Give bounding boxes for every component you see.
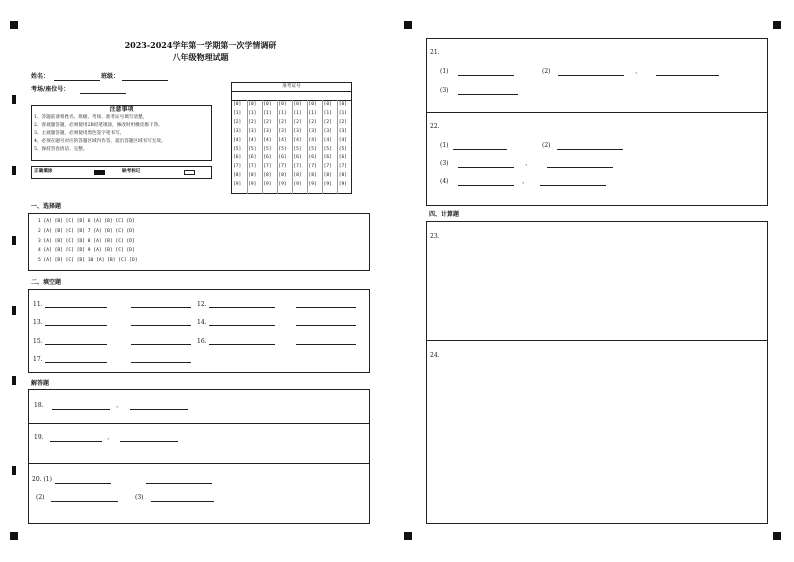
timing-bar — [12, 236, 16, 245]
timing-bar — [12, 166, 16, 175]
exam-id-bubble[interactable]: [9] — [293, 182, 302, 188]
corner-marker-bottom-mid — [404, 532, 412, 540]
exam-id-bubble[interactable]: [3] — [338, 128, 347, 134]
exam-id-bubble[interactable]: [3] — [293, 128, 302, 134]
q12-blank-2[interactable] — [296, 307, 356, 308]
missing-mark-box[interactable] — [184, 170, 195, 175]
question-20-label: 20. (1) — [32, 476, 52, 483]
exam-id-bubble[interactable]: [1] — [248, 110, 257, 116]
exam-id-bubble[interactable]: [3] — [323, 128, 332, 134]
exam-id-bubble[interactable]: [7] — [248, 164, 257, 170]
column-divider — [322, 100, 323, 194]
column-divider — [247, 100, 248, 194]
q20-blank-2[interactable] — [51, 501, 118, 502]
notice-title: 注意事项 — [109, 106, 134, 113]
column-divider — [262, 100, 263, 194]
exam-id-bubble[interactable]: [6] — [293, 155, 302, 161]
q21-blank-2[interactable] — [558, 75, 624, 76]
notice-item: 5、保持答卷清洁、完整。 — [34, 147, 88, 152]
exam-id-bubble[interactable]: [3] — [278, 128, 287, 134]
q18-blank-2[interactable] — [130, 409, 188, 410]
question-19-label: 19. — [34, 434, 44, 441]
exam-id-bubble[interactable]: [3] — [248, 128, 257, 134]
exam-id-bubble[interactable]: [9] — [338, 182, 347, 188]
exam-id-bubble[interactable]: [5] — [248, 146, 257, 152]
exam-id-bubble[interactable]: [8] — [293, 173, 302, 179]
exam-id-bubble[interactable]: [8] — [338, 173, 347, 179]
q18-blank-1[interactable] — [52, 409, 110, 410]
divider — [231, 91, 352, 92]
corner-marker-bottom-left — [10, 532, 18, 540]
exam-id-bubble[interactable]: [0] — [308, 102, 317, 107]
class-label: 班级： — [101, 73, 120, 80]
missing-mark-label: 缺考标记 — [122, 169, 141, 174]
column-divider — [277, 100, 278, 194]
exam-id-bubble[interactable]: [7] — [323, 164, 332, 170]
exam-id-bubble[interactable]: [8] — [323, 173, 332, 179]
exam-id-column — [309, 102, 323, 192]
question-17-label: 17. — [33, 356, 43, 363]
correct-fill-label: 正确填涂 — [34, 169, 53, 174]
exam-id-bubble[interactable]: [2] — [293, 119, 302, 125]
exam-id-bubble[interactable]: [0] — [278, 102, 287, 107]
divider — [426, 340, 768, 341]
exam-id-bubble[interactable]: [8] — [233, 173, 242, 179]
q20-part-2-label: (2) — [36, 494, 45, 501]
room-seat-label: 考场/座位号： — [31, 86, 70, 93]
exam-id-bubble[interactable]: [4] — [233, 137, 242, 143]
question-22-label: 22. — [430, 123, 440, 130]
question-18-label: 18. — [34, 402, 44, 409]
exam-id-bubble[interactable]: [9] — [248, 182, 257, 188]
separator: 、 — [522, 178, 529, 185]
column-divider — [292, 100, 293, 194]
question-11-label: 11. — [33, 301, 43, 308]
timing-bar — [12, 376, 16, 385]
page-title: 2023-2024学年第一学期第一次学情调研 — [124, 40, 277, 50]
q21-part-3-label: (3) — [440, 87, 449, 94]
exam-id-bubble[interactable]: [1] — [338, 110, 347, 116]
section1-title: 一、选择题 — [31, 203, 62, 210]
exam-id-bubble[interactable]: [9] — [278, 182, 287, 188]
section4-box — [426, 221, 768, 524]
choice-row[interactable]: 2 [A] [B] [C] [D] 7 [A] [B] [C] [D] — [38, 229, 135, 234]
q22-blank-2[interactable] — [557, 149, 623, 150]
exam-id-bubble[interactable]: [0] — [323, 102, 332, 107]
question-24-label: 24. — [430, 352, 440, 359]
exam-id-bubble[interactable]: [5] — [308, 146, 317, 152]
q22-blank-3[interactable] — [458, 167, 514, 168]
exam-id-bubble[interactable]: [1] — [263, 110, 272, 116]
notice-item: 4、必须在题号对应的答题区域内作答，超出答题区域书写无效。 — [34, 139, 166, 144]
exam-id-bubble[interactable]: [5] — [323, 146, 332, 152]
exam-id-bubble[interactable]: [8] — [248, 173, 257, 179]
q20-blank-1b[interactable] — [146, 483, 212, 484]
q13-blank-2[interactable] — [131, 325, 191, 326]
exam-id-bubble[interactable]: [4] — [293, 137, 302, 143]
exam-id-bubble[interactable]: [3] — [233, 128, 242, 134]
q21-blank-3[interactable] — [458, 94, 518, 95]
q20-blank-3[interactable] — [151, 501, 214, 502]
q19-blank-2[interactable] — [120, 441, 178, 442]
q15-blank-2[interactable] — [131, 344, 191, 345]
q17-blank-1[interactable] — [45, 362, 107, 363]
exam-id-bubble[interactable]: [8] — [308, 173, 317, 179]
q16-blank-1[interactable] — [209, 344, 275, 345]
exam-id-bubble[interactable]: [2] — [248, 119, 257, 125]
exam-id-bubble[interactable]: [2] — [263, 119, 272, 125]
q22-part-2-label: (2) — [542, 142, 551, 149]
exam-id-column — [339, 102, 353, 192]
question-16-label: 16. — [197, 338, 207, 345]
exam-id-bubble[interactable]: [7] — [308, 164, 317, 170]
exam-id-bubble[interactable]: [3] — [263, 128, 272, 134]
exam-id-bubble[interactable]: [2] — [323, 119, 332, 125]
exam-id-bubble[interactable]: [2] — [233, 119, 242, 125]
q20-blank-1[interactable] — [55, 483, 111, 484]
exam-id-bubble[interactable]: [8] — [278, 173, 287, 179]
exam-id-bubble[interactable]: [4] — [308, 137, 317, 143]
exam-id-bubble[interactable]: [0] — [233, 102, 242, 107]
exam-id-bubble[interactable]: [9] — [308, 182, 317, 188]
notice-item: 1、答题前请将姓名、班级、考场、准考证号填写清楚。 — [34, 115, 148, 120]
q12-blank-1[interactable] — [209, 307, 275, 308]
q21-q22-box — [426, 38, 768, 206]
choice-row[interactable]: 5 [A] [B] [C] [D] 10 [A] [B] [C] [D] — [38, 258, 138, 263]
exam-id-bubble[interactable]: [4] — [278, 137, 287, 143]
correct-fill-sample — [94, 170, 105, 175]
question-14-label: 14. — [197, 319, 207, 326]
timing-bar — [12, 306, 16, 315]
q16-blank-2[interactable] — [296, 344, 356, 345]
exam-id-bubble[interactable]: [5] — [263, 146, 272, 152]
exam-id-column — [263, 102, 277, 192]
q22-blank-4[interactable] — [458, 185, 514, 186]
exam-id-bubble[interactable]: [5] — [278, 146, 287, 152]
q22-blank-4b[interactable] — [540, 185, 606, 186]
notice-item: 2、客观题答题，必须使用2B铅笔填涂，修改时用橡皮擦干净。 — [34, 123, 163, 128]
q13-blank-1[interactable] — [45, 325, 107, 326]
timing-bar — [12, 466, 16, 475]
exam-id-bubble[interactable]: [9] — [233, 182, 242, 188]
q21-part-1-label: (1) — [440, 68, 449, 75]
timing-bar — [12, 95, 16, 104]
exam-id-bubble[interactable]: [0] — [248, 102, 257, 107]
exam-id-bubble[interactable]: [0] — [293, 102, 302, 107]
exam-id-bubble[interactable]: [6] — [248, 155, 257, 161]
choice-row[interactable]: 4 [A] [B] [C] [D] 9 [A] [B] [C] [D] — [38, 248, 135, 253]
exam-id-bubble[interactable]: [5] — [338, 146, 347, 152]
section4-title: 四、计算题 — [429, 211, 460, 218]
corner-marker-top-mid — [404, 21, 412, 29]
exam-id-bubble[interactable]: [1] — [323, 110, 332, 116]
exam-id-bubble[interactable]: [6] — [338, 155, 347, 161]
name-label: 姓名： — [31, 73, 50, 80]
corner-marker-top-left — [10, 21, 18, 29]
exam-id-bubble[interactable]: [2] — [308, 119, 317, 125]
q11-blank-2[interactable] — [131, 307, 191, 308]
exam-id-bubble[interactable]: [3] — [308, 128, 317, 134]
exam-id-bubble[interactable]: [7] — [278, 164, 287, 170]
exam-id-bubble[interactable]: [0] — [263, 102, 272, 107]
q14-blank-1[interactable] — [209, 325, 275, 326]
q21-part-2-label: (2) — [542, 68, 551, 75]
question-13-label: 13. — [33, 319, 43, 326]
exam-id-bubble[interactable]: [0] — [338, 102, 347, 107]
exam-id-bubble[interactable]: [7] — [293, 164, 302, 170]
exam-id-column — [324, 102, 338, 192]
exam-id-bubble[interactable]: [5] — [233, 146, 242, 152]
q22-part-1-label: (1) — [440, 142, 449, 149]
separator: 、 — [107, 434, 114, 441]
page-subtitle: 八年级物理试题 — [172, 52, 229, 62]
corner-marker-bottom-right — [773, 532, 781, 540]
exam-id-bubble[interactable]: [1] — [278, 110, 287, 116]
corner-marker-top-right — [773, 21, 781, 29]
exam-id-column — [278, 102, 292, 192]
exam-id-bubble[interactable]: [9] — [263, 182, 272, 188]
section2-title: 二、填空题 — [31, 279, 62, 286]
question-21-label: 21. — [430, 49, 440, 56]
exam-id-bubble[interactable]: [1] — [293, 110, 302, 116]
q20-part-3-label: (3) — [135, 494, 144, 501]
q22-part-4-label: (4) — [440, 178, 449, 185]
q14-blank-2[interactable] — [296, 325, 356, 326]
question-12-label: 12. — [197, 301, 207, 308]
q21-blank-1[interactable] — [458, 75, 514, 76]
exam-id-column — [233, 102, 247, 192]
q22-blank-3b[interactable] — [547, 167, 613, 168]
exam-id-column — [248, 102, 262, 192]
q22-blank-1[interactable] — [453, 149, 507, 150]
exam-id-bubble[interactable]: [1] — [233, 110, 242, 116]
exam-id-bubble[interactable]: [7] — [263, 164, 272, 170]
exam-id-column — [293, 102, 307, 192]
exam-id-bubble[interactable]: [4] — [263, 137, 272, 143]
divider — [28, 423, 370, 424]
q15-blank-1[interactable] — [45, 344, 107, 345]
exam-id-bubble[interactable]: [9] — [323, 182, 332, 188]
q22-part-3-label: (3) — [440, 160, 449, 167]
section3-title: 解答题 — [31, 380, 50, 387]
question-15-label: 15. — [33, 338, 43, 345]
q17-blank-2[interactable] — [131, 362, 191, 363]
exam-id-bubble[interactable]: [8] — [263, 173, 272, 179]
exam-id-bubble[interactable]: [6] — [308, 155, 317, 161]
q19-blank-1[interactable] — [50, 441, 102, 442]
exam-id-bubble[interactable]: [2] — [338, 119, 347, 125]
separator: 、 — [116, 402, 123, 409]
column-divider — [307, 100, 308, 194]
exam-id-bubble[interactable]: [7] — [338, 164, 347, 170]
name-field[interactable] — [54, 80, 100, 81]
exam-id-title: 准考证号 — [282, 84, 301, 89]
class-field[interactable] — [122, 80, 168, 81]
exam-id-bubble[interactable]: [2] — [278, 119, 287, 125]
exam-id-bubble[interactable]: [6] — [233, 155, 242, 161]
separator: 、 — [635, 68, 642, 75]
question-23-label: 23. — [430, 233, 440, 240]
column-divider — [337, 100, 338, 194]
q11-blank-1[interactable] — [45, 307, 107, 308]
exam-id-bubble[interactable]: [6] — [263, 155, 272, 161]
q21-blank-2b[interactable] — [656, 75, 719, 76]
exam-id-bubble[interactable]: [6] — [323, 155, 332, 161]
room-seat-field[interactable] — [80, 93, 126, 94]
exam-id-bubble[interactable]: [1] — [308, 110, 317, 116]
exam-id-bubble[interactable]: [4] — [338, 137, 347, 143]
separator: 、 — [525, 160, 532, 167]
exam-id-bubble[interactable]: [4] — [248, 137, 257, 143]
choice-row[interactable]: 1 [A] [B] [C] [D] 6 [A] [B] [C] [D] — [38, 219, 135, 224]
exam-id-bubble[interactable]: [7] — [233, 164, 242, 170]
exam-id-bubble[interactable]: [5] — [293, 146, 302, 152]
exam-id-bubble[interactable]: [6] — [278, 155, 287, 161]
divider — [426, 112, 768, 113]
divider — [28, 463, 370, 464]
notice-item: 3、主观题答题，必须使用黑色签字笔书写。 — [34, 131, 125, 136]
exam-id-bubble[interactable]: [4] — [323, 137, 332, 143]
choice-row[interactable]: 3 [A] [B] [C] [D] 8 [A] [B] [C] [D] — [38, 239, 135, 244]
